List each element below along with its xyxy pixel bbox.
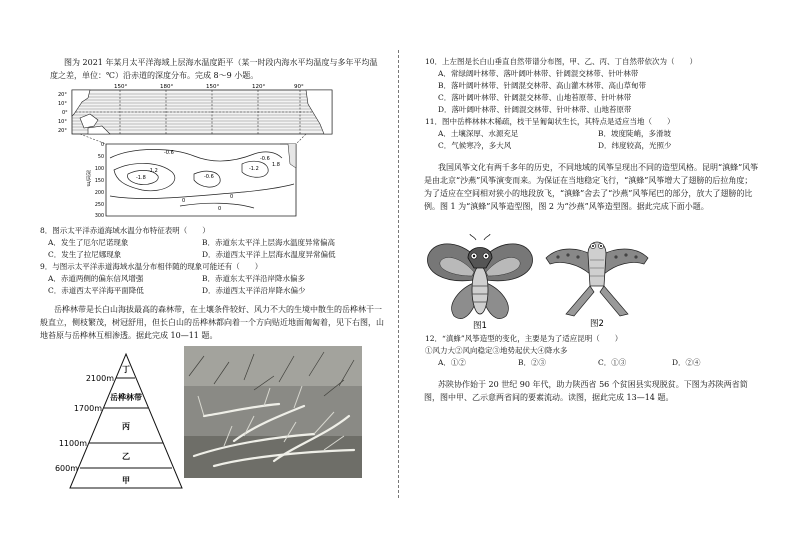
column-divider <box>398 50 399 498</box>
q12-option-d[interactable]: D．②④ <box>672 358 701 367</box>
elevation-label: 600m <box>54 464 78 473</box>
q12-option-c[interactable]: C．①③ <box>598 358 627 367</box>
depth-tick: 250 <box>94 203 104 208</box>
zone-label: 丁 <box>122 365 130 374</box>
elevation-label: 1700m <box>73 404 102 413</box>
q10-stem: 10．上左图是长白山垂直自然带谱分布图，甲、乙、丙、丁自然带依次为（ ） <box>425 57 698 66</box>
q11-option-a[interactable]: A．土壤深厚、水源充足 <box>438 129 519 138</box>
q11-option-c[interactable]: C．气候寒冷，多大风 <box>438 141 512 150</box>
q10-option-a[interactable]: A．常绿阔叶林带、落叶阔叶林带、针阔混交林带、针叶林带 <box>438 69 639 78</box>
contour-label: -1.8 <box>136 175 146 181</box>
q11-option-d[interactable]: D．纬度较高，光照少 <box>598 141 672 150</box>
q8-option-b[interactable]: B．赤道东太平洋上层海水温度异常偏高 <box>202 238 336 247</box>
q9-option-a[interactable]: A．赤道两侧的偏东信风增强 <box>48 274 144 283</box>
birch-paragraph: 岳桦林带是长白山海拔最高的森林带，在土壤条件较好、风力不大的生境中散生的岳桦林干一般直立，侧枝繁茂，树冠舒用，但长白山的岳桦林都向着一个方向贴近地面匍匐着，见下右图，山地苔原与岳桦林互相渗透。据此完成 10—11 题。 <box>40 305 384 340</box>
lat-label: 10° <box>58 101 67 107</box>
contour-label: -1.2 <box>249 166 259 172</box>
q10-option-b[interactable]: B．落叶阔叶林带、针阔混交林带、高山灌木林带、高山草甸带 <box>438 81 647 90</box>
q9-option-d[interactable]: D．赤道西太平洋沿岸降水偏少 <box>202 286 306 295</box>
q10-option-d[interactable]: D．落叶阔叶林带、针阔混交林带、针叶林带、山地苔原带 <box>438 105 632 114</box>
q12-option-a[interactable]: A．①② <box>438 358 466 367</box>
contour-label: 0 <box>218 206 222 212</box>
contour-label: 1.8 <box>272 162 280 168</box>
q12-stem: 12．“滇蜂”风筝造型的变化，主要是为了适应昆明（ ） <box>425 334 623 343</box>
depth-tick: 100 <box>94 167 104 172</box>
lat-label: 10° <box>58 119 67 125</box>
birch-forest-photo <box>184 346 362 478</box>
contour-label: 0 <box>182 198 186 204</box>
shaanxi-paragraph: 苏陕协作始于 20 世纪 90 年代，助力陕西省 56 个贫困县实现脱贫。下图为苏陕两省简图，图中甲、乙示意两省间的要素流动。读图，据此完成 13—14 题。 <box>424 380 748 402</box>
contour-label: -0.6 <box>260 156 270 162</box>
elevation-label: 1100m <box>58 439 87 448</box>
depth-tick: 50 <box>97 155 104 160</box>
depth-tick: 150 <box>94 179 104 184</box>
intro-paragraph: 图为 2021 年某月太平洋海域上层海水温度距平（某一时段内海水平均温度与多年平均温度之差，单位：℃）沿赤道的深度分布。完成 8～9 小题。 <box>50 58 378 80</box>
q9-option-c[interactable]: C．赤道西太平洋海平面降低 <box>48 286 144 295</box>
pacific-map <box>58 84 332 134</box>
lon-label: 90° <box>294 84 304 90</box>
lat-label: 20° <box>58 92 67 98</box>
depth-tick: 300 <box>94 214 104 219</box>
depth-tick: 0 <box>100 143 104 148</box>
q10-option-c[interactable]: C．落叶阔叶林带、针阔混交林带、山地苔原带、针叶林带 <box>438 93 632 102</box>
q9-option-b[interactable]: B．赤道东太平洋沿岸降水偏多 <box>202 274 306 283</box>
lon-label: 150° <box>206 84 220 90</box>
elevation-label: 2100m <box>85 374 114 383</box>
zone-label: 甲 <box>122 476 130 485</box>
q12-items: ①风力大②风向稳定③地势起伏大④降水多 <box>425 346 568 355</box>
lon-label: 180° <box>160 84 174 90</box>
zone-label: 乙 <box>122 452 130 461</box>
contour-label: -0.6 <box>204 174 214 180</box>
q8-stem: 8．图示太平洋赤道海域水温分布特征表明（ ） <box>40 226 210 235</box>
lat-label: 0° <box>62 110 68 116</box>
lon-label: 150° <box>114 84 128 90</box>
depth-axis-title: 深度/m <box>85 170 91 187</box>
zone-label: 岳桦林带 <box>110 393 142 402</box>
shayan-kite-figure <box>544 230 650 330</box>
contour-label: 0 <box>230 194 234 200</box>
contour-label: -1.2 <box>148 168 158 174</box>
q8-option-d[interactable]: D．赤道西太平洋上层海水温度异常偏低 <box>202 250 336 259</box>
q8-option-a[interactable]: A．发生了厄尔尼诺现象 <box>48 238 129 247</box>
zone-label: 丙 <box>122 422 130 431</box>
lat-label: 20° <box>58 128 67 134</box>
q8-option-c[interactable]: C．发生了拉尼娜现象 <box>48 250 122 259</box>
q11-option-b[interactable]: B．坡度陡峭，多滑坡 <box>598 129 672 138</box>
depth-tick: 200 <box>94 191 104 196</box>
contour-label: -0.6 <box>164 150 174 156</box>
q11-stem: 11．图中岳桦林林木稀疏，枝干呈匍匐状生长，其特点是适应当地（ ） <box>425 117 675 126</box>
lon-label: 120° <box>252 84 266 90</box>
q12-option-b[interactable]: B．②③ <box>518 358 547 367</box>
fig2-label: 图2 <box>590 319 604 329</box>
vertical-zone-pyramid <box>42 350 187 492</box>
fig1-label: 图1 <box>473 321 487 330</box>
q9-stem: 9．与图示太平洋赤道海域水温分布相伴随的现象可能还有（ ） <box>40 262 263 271</box>
dianfeng-kite-figure <box>424 232 536 330</box>
kite-paragraph: 我国风筝文化有两千多年的历史，不同地域的风筝呈现出不同的造型风格。昆明“滇蜂”风筝是由北京“沙燕”风筝演变而来。为保证在当地稳定飞行，“滇蜂”风筝增大了翅膀的后拉角度；为了适应在空间相对狭小的地段放飞，“滇蜂”舍去了“沙燕”风筝尾巴的部分，放大了翅膀的比例。图 1 为“滇蜂”风筝造型图，图 2 为“沙燕”风筝造型图。据此完成下面小题。 <box>424 163 759 211</box>
depth-section <box>85 142 296 219</box>
pacific-sst-figure <box>44 84 344 220</box>
